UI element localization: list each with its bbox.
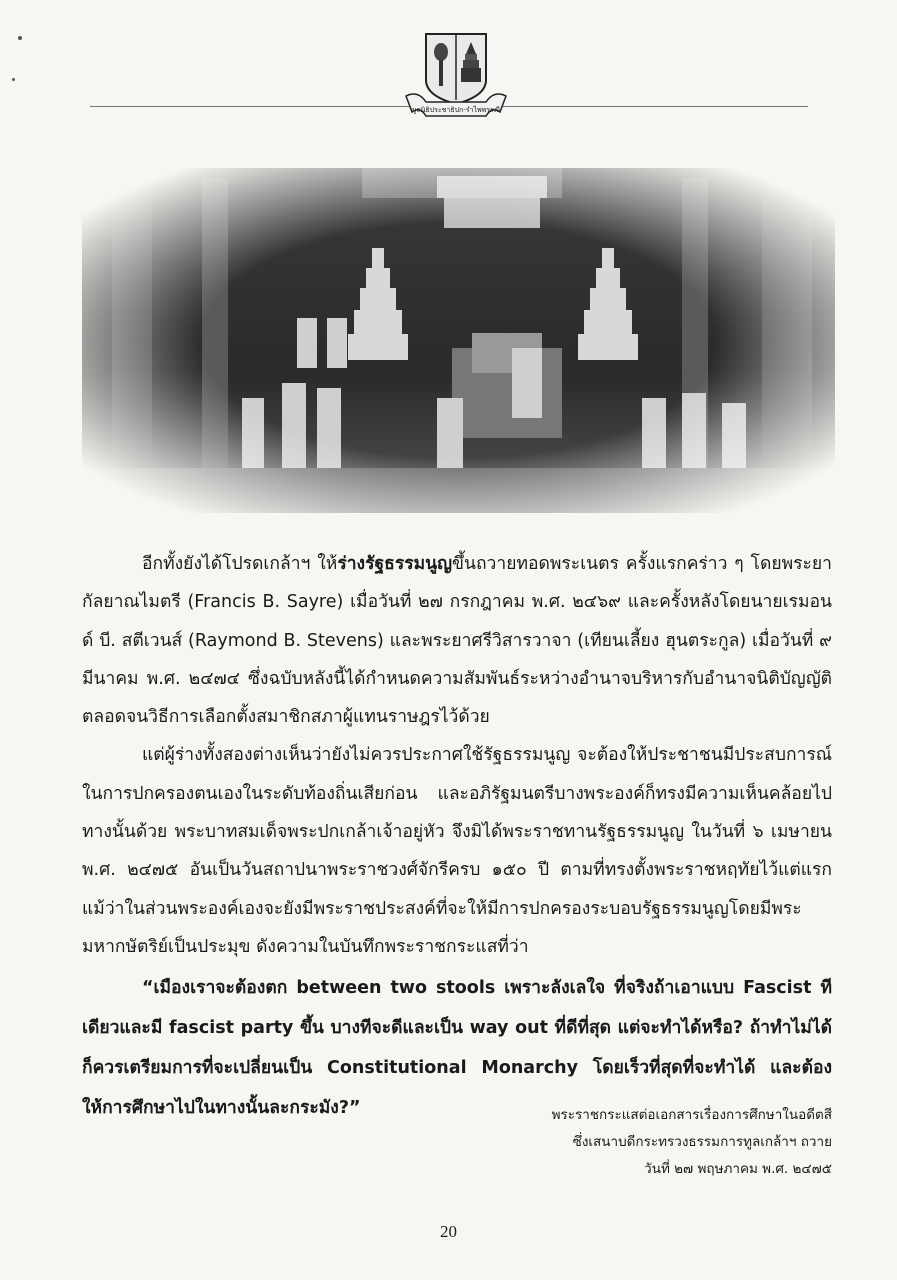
body-text	[82, 545, 832, 1128]
scan-artifact	[18, 36, 22, 40]
source-line-1: พระราชกระแสต่อเอกสารเรื่องการศึกษาในอดีตสี	[551, 1107, 832, 1123]
source-line-2: ซึ่งเสนาบดีกระทรวงธรรมการทูลเกล้าฯ ถวาย	[572, 1134, 832, 1150]
paragraph-2: แต่ผู้ร่างทั้งสองต่างเห็นว่ายังไม่ควรประกาศใช้รัฐธรรมนูญ จะต้องให้ประชาชนมีประสบการณ์ในการปกครองตนเองในระดับท้องถิ่นเสียก่อน และอภิรัฐมนตรีบางพระองค์ก็ทรงมีความเห็นคล้อยไปทางนั้นด้วย พระบาทสมเด็จพระปกเกล้าเจ้าอยู่หัว จึงมิได้พระราชทานรัฐธรรมนูญ ในวันที่ ๖ เมษายน พ.ศ. ๒๔๗๕ อันเป็นวันสถาปนาพระราชวงศ์จักรีครบ ๑๕๐ ปี ตามที่ทรงตั้งพระราชหฤทัยไว้แต่แรก แม้ว่าในส่วนพระองค์เองจะยังมีพระราชประสงค์ที่จะให้มีการปกครองระบอบรัฐธรรมนูญโดยมีพระมหากษัตริย์เป็นประมุข ดังความในบันทึกพระราชกระแสที่ว่า	[82, 745, 832, 957]
scan-artifact	[12, 78, 15, 81]
page-number: 20	[440, 1222, 457, 1241]
school-crest-icon	[404, 30, 508, 122]
svg-text:มูลนิธิประชาธิปก-รำไพพรรณี: มูลนิธิประชาธิปก-รำไพพรรณี	[411, 106, 501, 114]
source-citation	[492, 1102, 832, 1183]
royal-quote: “เมืองเราจะต้องตก between two stools เพราะลังเลใจ ที่จริงถ้าเอาแบบ Fascist ทีเดียวและมี fascist party ขึ้น บางทีจะดีและเป็น way out ที่ดีที่สุด แต่จะทำได้หรือ? ถ้าทำไม่ได้ก็ควรเตรียมการที่จะเปลี่ยนเป็น Constitutional Monarchy โดยเร็วที่สุดที่จะทำได้ และต้องให้การศึกษาไปในทางนั้นละกระมัง?”	[82, 978, 832, 1119]
source-line-3: วันที่ ๒๗ พฤษภาคม พ.ศ. ๒๔๗๕	[644, 1161, 832, 1177]
paragraph-1: อีกทั้งยังได้โปรดเกล้าฯ ให้ร่างรัฐธรรมนูญขึ้นถวายทอดพระเนตร ครั้งแรกคร่าว ๆ โดยพระยากัลยาณไมตรี (Francis B. Sayre) เมื่อวันที่ ๒๗ กรกฎาคม พ.ศ. ๒๔๖๙ และครั้งหลังโดยนายเรมอนด์ บี. สตีเวนส์ (Raymond B. Stevens) และพระยาศรีวิสารวาจา (เทียนเลี้ยง ฮุนตระกูล) เมื่อวันที่ ๙ มีนาคม พ.ศ. ๒๔๗๔ ซึ่งฉบับหลังนี้ได้กำหนดความสัมพันธ์ระหว่างอำนาจบริหารกับอำนาจนิติบัญญัติ ตลอดจนวิธีการเลือกตั้งสมาชิกสภาผู้แทนราษฎรไว้ด้วย	[82, 554, 832, 728]
constitution-draft-term: ร่างรัฐธรรมนูญ	[337, 554, 453, 574]
royal-ceremony-photograph	[82, 168, 835, 513]
